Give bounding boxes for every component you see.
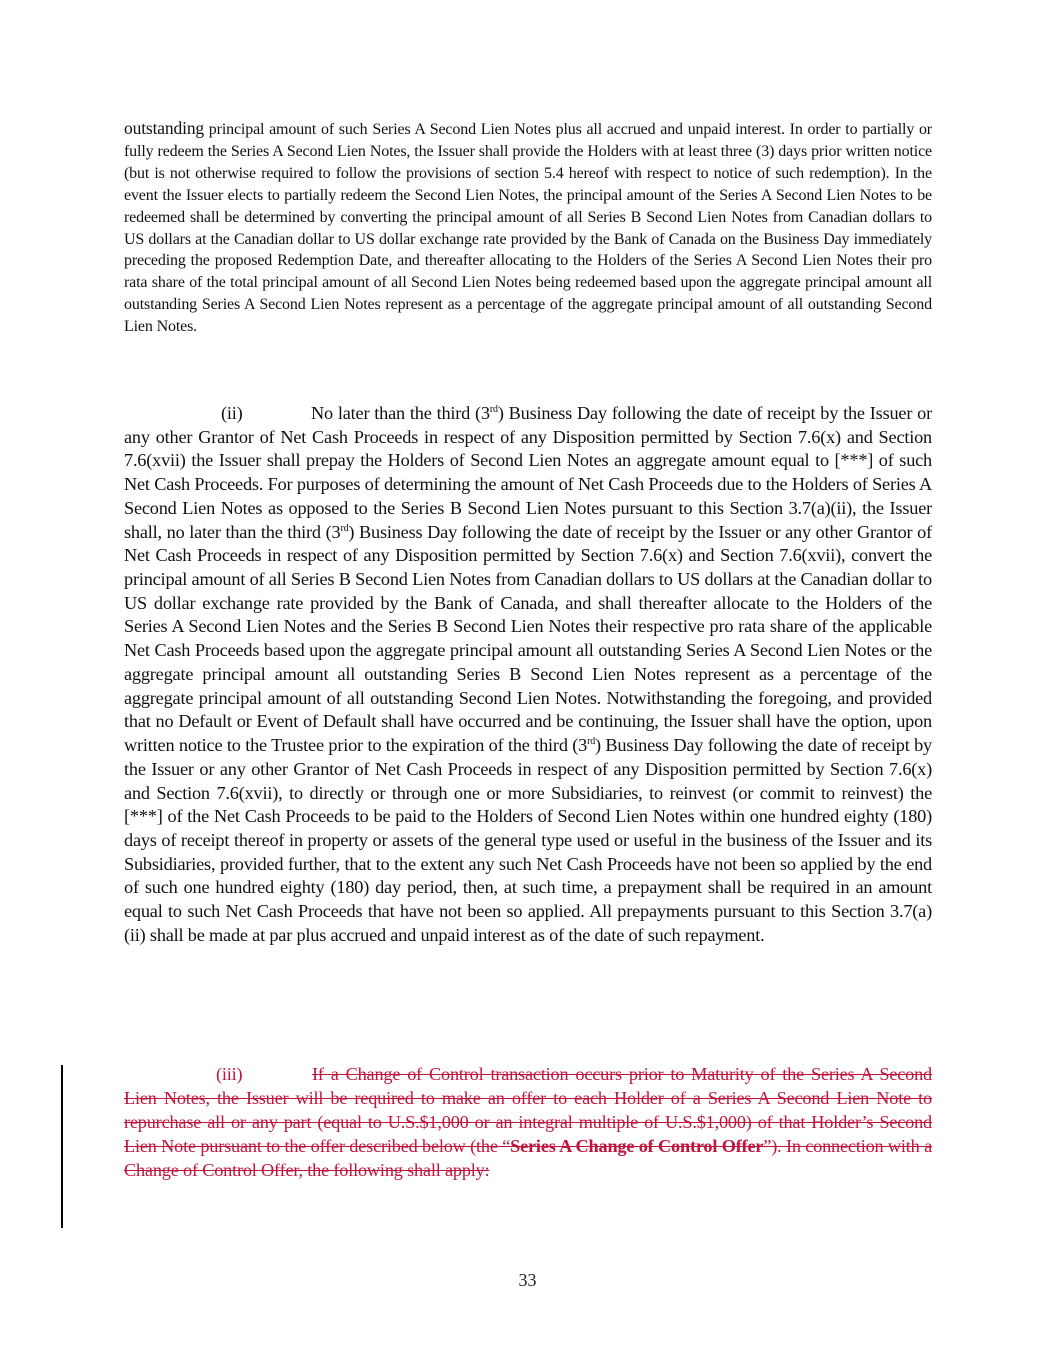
ordinal-suffix: rd [587, 736, 596, 748]
clause-iii-deleted [124, 1062, 932, 1182]
clause-ii-text-3: ) Business Day following the date of receipt by the Issuer or any other Grantor of Net Cash Proceeds in respect of any Disposition permitted by Section 7.6(x) and Section 7.6(xvii), convert the principal amount of all Series B Second Lien Notes from Canadian dollars to US dollars at the Canadian dollar to US dollar exchange rate provided by the Bank of Canada, and shall thereafter allocate to the Holders of the Series A Second Lien Notes and the Series B Second Lien Notes their respective pro rata share of the applicable Net Cash Proceeds based upon the aggregate principal amount all outstanding Series A Second Lien Notes or the aggregate principal amount all outstanding Series B Second Lien Notes represent as a percentage of the aggregate principal amount of all outstanding Second Lien Notes. Notwithstanding the foregoing, and provided that no Default or Event of Default shall have occurred and be continuing, the Issuer shall have the option, upon written notice to the Trustee prior to the expiration of the third (3 [124, 521, 932, 756]
paragraph-text: principal amount of such Series A Second Lien Notes plus all accrued and unpaid interest. In order to partially or fully redeem the Series A Second Lien Notes, the Issuer shall provide the Holders with at least three (3) days prior written notice (but is not otherwise required to follow the provisions of section 5.4 hereof with respect to notice of such redemption). In the event the Issuer elects to partially redeem the Second Lien Notes, the principal amount of the Series A Second Lien Notes to be redeemed shall be determined by converting the principal amount of all Series B Second Lien Notes from Canadian dollars to US dollars at the Canadian dollar to US dollar exchange rate provided by the Bank of Canada on the Business Day immediately preceding the proposed Redemption Date, and thereafter allocating to the Holders of the Series A Second Lien Notes their pro rata share of the total principal amount of all Second Lien Notes being redeemed based upon the aggregate principal amount all outstanding Series A Second Lien Notes represent as a percentage of the aggregate principal amount of all outstanding Second Lien Notes. [124, 121, 932, 336]
clause-ii-text-1: No later than the third (3 [311, 403, 490, 423]
paragraph-first-word: outstanding [124, 118, 205, 138]
clause-iii-label: (iii) [216, 1064, 243, 1084]
clause-ii-text-2: ) Business Day following the date of receipt by the Issuer or any other Grantor of Net Cash Proceeds in respect of any Disposition permitted by Section 7.6(x) and Section 7.6(xvii) the Issuer shall prepay the Holders of Second Lien Notes an aggregate amount equal to [***] of such Net Cash Proceeds. For purposes of determining the amount of Net Cash Proceeds due to the Holders of Series A Second Lien Notes as opposed to the Series B Second Lien Notes pursuant to this Section 3.7(a)(ii), the Issuer shall, no later than the third (3 [124, 403, 932, 542]
page-number: 33 [518, 1270, 537, 1290]
deleted-defined-term: Series A Change of Control Offer [510, 1136, 764, 1157]
clause-ii [124, 402, 932, 948]
paragraph-continued [124, 118, 932, 338]
ordinal-suffix: rd [489, 404, 498, 415]
deleted-text-2: ”). In connection with a Change of Control Offer, the following shall apply: [124, 1136, 932, 1181]
document-page [124, 118, 932, 1181]
clause-ii-label: (ii) [221, 403, 243, 423]
clause-ii-text-4: ) Business Day following the date of receipt by the Issuer or any other Grantor of Net Cash Proceeds in respect of any Disposition permitted by Section 7.6(x) and Section 7.6(xvii), to directly or through one or more Subsidiaries, to reinvest (or commit to reinvest) the [***] of the Net Cash Proceeds to be paid to the Holders of Second Lien Notes within one hundred eighty (180) days of receipt thereof in property or assets of the general type used or useful in the business of the Issuer and its Subsidiaries, provided further, that to the extent any such Net Cash Proceeds have not been so applied by the end of such one hundred eighty (180) day period, then, at such time, a prepayment shall be required in an amount equal to such Net Cash Proceeds that have not been so applied. All prepayments pursuant to this Section 3.7(a)(ii) shall be made at par plus accrued and unpaid interest as of the date of such repayment. [124, 735, 932, 945]
ordinal-suffix: rd [340, 522, 349, 534]
revision-change-bar [61, 1065, 63, 1228]
deleted-text-1: If a Change of Control transaction occurs prior to Maturity of the Series A Second Lien Notes, the Issuer will be required to make an offer to each Holder of a Series A Second Lien Note to repurchase all or any part (equal to U.S.$1,000 or an integral multiple of U.S.$1,000) of that Holder’s Second Lien Note pursuant to the offer described below (the “ [124, 1064, 932, 1157]
